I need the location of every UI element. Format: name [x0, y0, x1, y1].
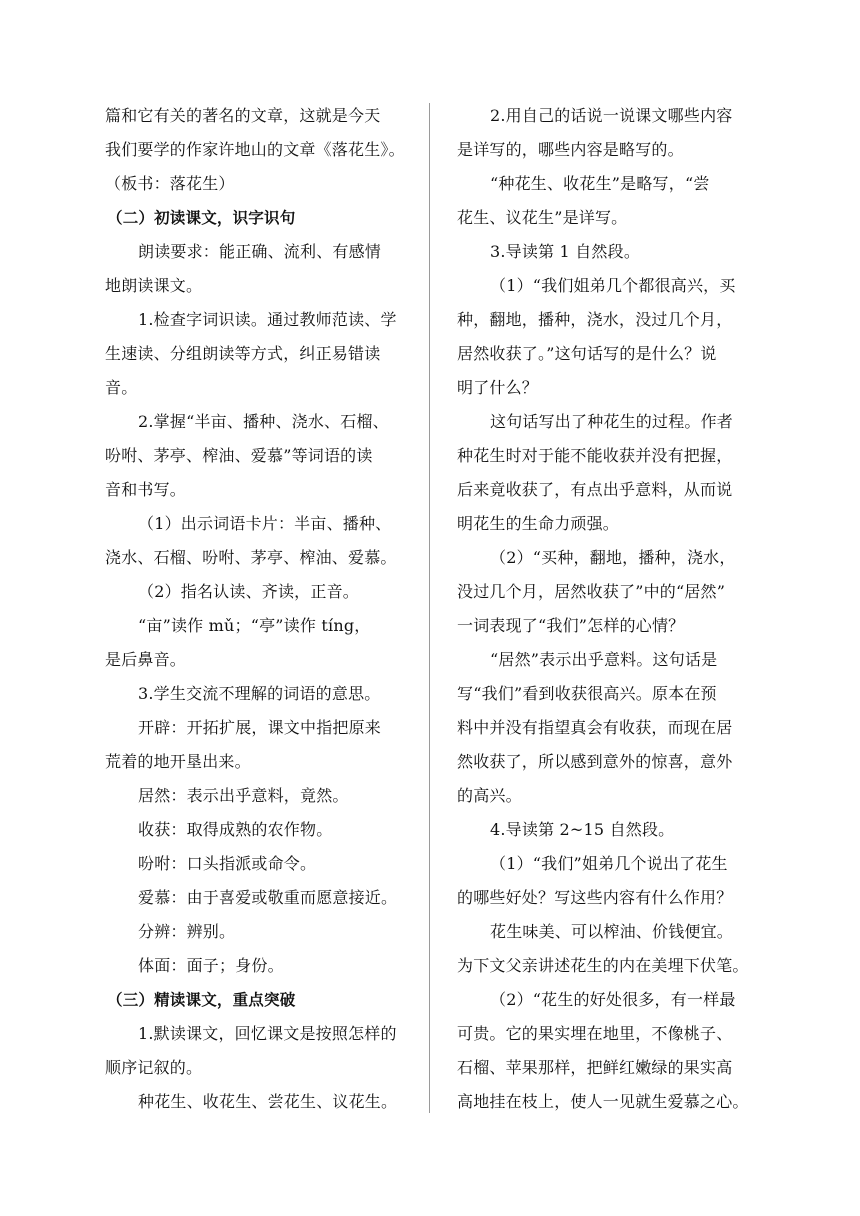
text-line: 吩咐、茅亭、榨油、爱慕”等词语的读: [105, 446, 373, 465]
text-line: 种，翻地，播种，浇水，没过几个月，: [457, 310, 733, 329]
text-line: 音。: [105, 378, 138, 397]
text-line: 1.默读课文，回忆课文是按照怎样的: [138, 1024, 397, 1043]
text-line: 吩咐：口头指派或命令。: [138, 854, 317, 873]
text-line: （1）“我们”姐弟几个说出了花生: [490, 854, 728, 873]
right-column: [457, 99, 767, 1119]
section-heading: （三）精读课文，重点突破: [107, 991, 296, 1009]
text-line: （2）指名认读、齐读，正音。: [138, 582, 359, 601]
text-line: 2.用自己的话说一说课文哪些内容: [490, 106, 733, 125]
text-line: 顺序记叙的。: [105, 1058, 203, 1077]
text-line: “亩”读作 mǔ；“亭”读作 tíng，: [138, 616, 371, 635]
text-line: 明了什么？: [457, 378, 539, 397]
text-line: 居然：表示出乎意料，竟然。: [138, 786, 349, 805]
text-line: （板书：落花生）: [105, 174, 235, 193]
text-line: 音和书写。: [105, 480, 187, 499]
text-line: 种花生时对于能不能收获并没有把握，: [457, 446, 733, 465]
text-line: （1）出示词语卡片：半亩、播种、: [138, 514, 392, 533]
text-line: 为下文父亲讲述花生的内在美埋下伏笔。: [457, 956, 749, 975]
text-line: 可贵。它的果实埋在地里，不像桃子、: [457, 1024, 733, 1043]
text-line: 浇水、石榴、吩咐、茅亭、榨油、爱慕。: [105, 548, 397, 567]
text-line: 后来竟收获了，有点出乎意料，从而说: [457, 480, 733, 499]
text-line: 我们要学的作家许地山的文章《落花生》。: [105, 140, 405, 159]
section-heading: （二）初读课文，识字识句: [107, 209, 296, 227]
text-line: 朗读要求：能正确、流利、有感情: [138, 242, 382, 261]
text-line: 的高兴。: [457, 786, 522, 805]
text-line: 是后鼻音。: [105, 650, 187, 669]
left-column: [105, 99, 420, 1119]
text-line: 明花生的生命力顽强。: [457, 514, 620, 533]
text-line: （2）“买种，翻地，播种，浇水，: [490, 548, 736, 567]
text-line: 然收获了，所以感到意外的惊喜，意外: [457, 752, 733, 771]
text-line: 地朗读课文。: [105, 276, 203, 295]
text-line: 3.学生交流不理解的词语的意思。: [138, 684, 381, 703]
text-line: 开辟：开拓扩展，课文中指把原来: [138, 718, 382, 737]
text-line: 体面：面子；身份。: [138, 956, 284, 975]
text-line: 荒着的地开垦出来。: [105, 752, 251, 771]
text-line: （2）“花生的好处很多，有一样最: [490, 990, 736, 1009]
text-line: 1.检查字词识读。通过教师范读、学: [138, 310, 397, 329]
text-line: 爱慕：由于喜爱或敬重而愿意接近。: [138, 888, 398, 907]
text-line: 2.掌握“半亩、播种、浇水、石榴、: [138, 412, 389, 431]
text-line: 这句话写出了种花生的过程。作者: [490, 412, 734, 431]
text-line: 写“我们”看到收获很高兴。原本在预: [457, 684, 717, 703]
text-line: 生速读、分组朗读等方式，纠正易错读: [105, 344, 381, 363]
text-line: 石榴、苹果那样，把鲜红嫩绿的果实高: [457, 1058, 733, 1077]
text-line: 居然收获了。”这句话写的是什么？说: [457, 344, 717, 363]
text-line: 种花生、收花生、尝花生、议花生。: [138, 1092, 398, 1111]
text-line: （1）“我们姐弟几个都很高兴，买: [490, 276, 736, 295]
text-line: 一词表现了“我们”怎样的心情？: [457, 616, 685, 635]
text-line: 花生味美、可以榨油、价钱便宜。: [490, 922, 734, 941]
text-line: “种花生、收花生”是略写，“尝: [490, 174, 710, 193]
text-line: “居然”表示出乎意料。这句话是: [490, 650, 718, 669]
text-line: 高地挂在枝上，使人一见就生爱慕之心。: [457, 1092, 749, 1111]
text-line: 没过几个月，居然收获了”中的“居然”: [457, 582, 726, 601]
text-line: 3.导读第 1 自然段。: [490, 242, 641, 261]
text-line: 4.导读第 2~15 自然段。: [490, 820, 675, 839]
text-line: 料中并没有指望真会有收获，而现在居: [457, 718, 733, 737]
text-line: 分辨：辨别。: [138, 922, 236, 941]
text-line: 收获：取得成熟的农作物。: [138, 820, 333, 839]
text-line: 是详写的，哪些内容是略写的。: [457, 140, 684, 159]
text-line: 篇和它有关的著名的文章，这就是今天: [105, 106, 381, 125]
text-line: 的哪些好处？写这些内容有什么作用？: [457, 888, 733, 907]
column-divider: [429, 103, 430, 1113]
text-line: 花生、议花生”是详写。: [457, 208, 628, 227]
